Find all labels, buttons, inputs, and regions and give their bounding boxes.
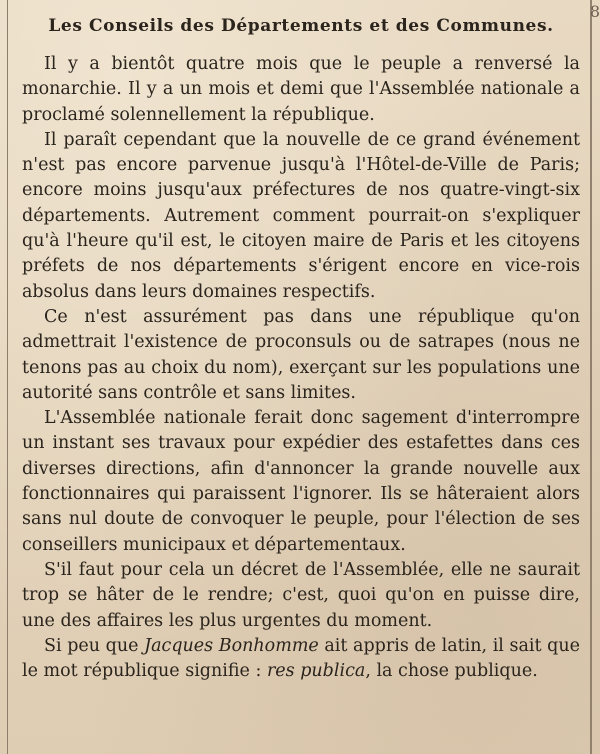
- paragraph-6-middle: ait appris de latin, il sait que le mot république signifie :: [22, 635, 580, 682]
- column-rule-left: [7, 0, 8, 754]
- paragraph-6-before: Si peu que: [44, 635, 145, 656]
- newspaper-article: [22, 14, 580, 684]
- jacques-bonhomme-name: Jacques Bonhomme: [144, 635, 319, 656]
- page-edge-mark: 8: [589, 2, 600, 21]
- paragraph-3: Ce n'est assurément pas dans une république qu'on admettrait l'existence de proconsuls ou de satrapes (nous ne tenons pas au choix du nom), exerçant sur les populations une autorité sans contrôle et sans limites.: [22, 306, 580, 403]
- article-title: Les Conseils des Départements et des Communes.: [48, 16, 554, 36]
- paragraph-6-after: , la chose publique.: [365, 661, 538, 682]
- paragraph-4: L'Assemblée nationale ferait donc sagement d'interrompre un instant ses travaux pour expédier des estafettes dans ces diverses directions, afin d'annoncer la grande nouvelle aux fonctionnaires qui paraissent l'ignorer. Ils se hâteraient alors sans nul doute de convoquer le peuple, pour l'élection de ses conseillers municipaux et départementaux.: [22, 408, 580, 555]
- res-publica-phrase: res publica: [266, 661, 366, 682]
- paragraph-2: Il paraît cependant que la nouvelle de ce grand événement n'est pas encore parvenue jusqu'à l'Hôtel-de-Ville de Paris; encore moins jusqu'aux préfectures de nos quatre-vingt-six départements. Autrement comment pourrait-on s'expliquer qu'à l'heure qu'il est, le citoyen maire de Paris et les citoyens préfets de nos départements s'érigent encore en vice-rois absolus dans leurs domaines respectifs.: [22, 129, 580, 302]
- column-rule-right: [590, 0, 592, 754]
- paragraph-1: Il y a bientôt quatre mois que le peuple a renversé la monarchie. Il y a un mois et demi que l'Assemblée nationale a proclamé solennellement la république.: [22, 54, 580, 125]
- paragraph-5: S'il faut pour cela un décret de l'Assemblée, elle ne saurait trop se hâter de le rendre; c'est, quoi qu'on en puisse dire, une des affaires les plus urgentes du moment.: [22, 559, 580, 631]
- paragraph-6: [22, 634, 580, 685]
